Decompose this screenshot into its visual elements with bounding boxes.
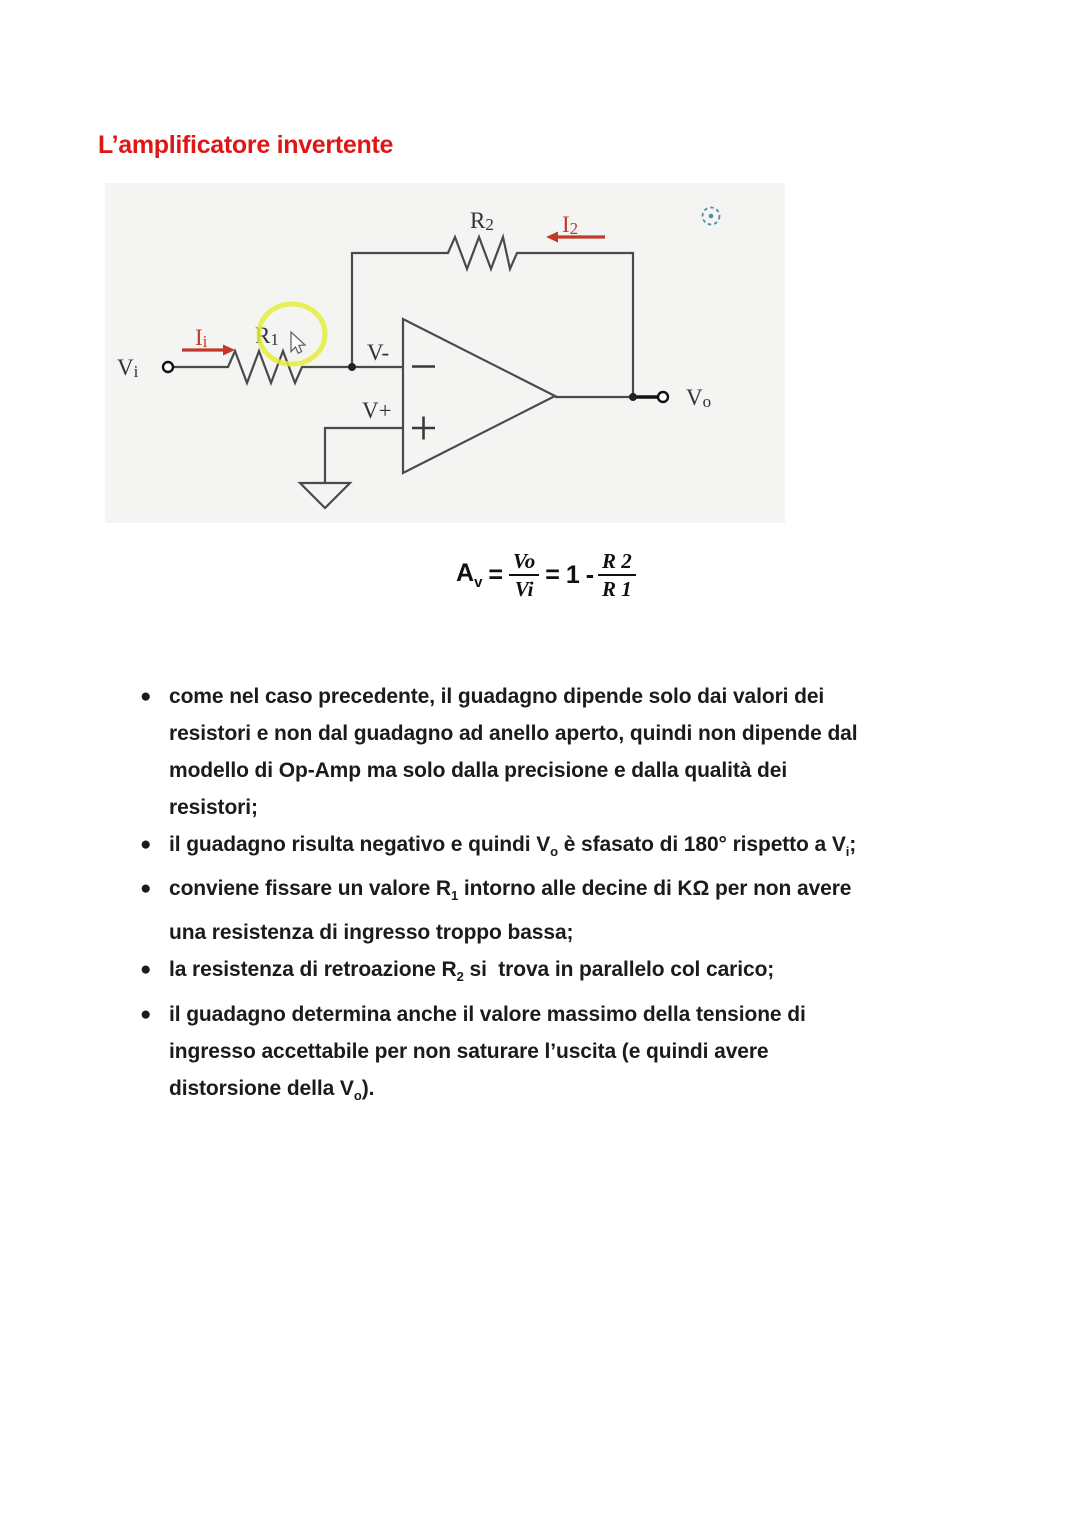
label-vi: Vi xyxy=(117,355,139,381)
bullet-text: il guadagno risulta negativo e quindi $V_o$ è sfasato di 180° rispetto a $V_i$; xyxy=(169,833,857,860)
equals-sign: = xyxy=(488,560,504,589)
label-v-plus: V+ xyxy=(362,398,392,423)
bullet-marker: ● xyxy=(140,1003,152,1025)
bullet-marker: ● xyxy=(140,959,152,981)
i2-arrowhead-icon xyxy=(546,232,558,243)
label-ii: Ii xyxy=(195,325,208,351)
bullet-text: conviene fissare un valore $R_1$ intorno alle decine di KΩ per non avere una resistenza di ingresso troppo bassa; xyxy=(169,877,852,945)
bullet-text: il guadagno determina anche il valore massimo della tensione di ingresso accettabile per non saturare l’uscita (e quindi avere distorsione della $V_o$). xyxy=(169,1002,806,1103)
label-v-minus: V- xyxy=(367,340,390,365)
bullet-item xyxy=(140,870,980,951)
circuit-figure xyxy=(105,183,785,523)
ground-symbol xyxy=(300,483,350,508)
bullet-item xyxy=(140,678,980,826)
gain-formula xyxy=(456,549,636,601)
bullet-marker: ● xyxy=(140,878,152,900)
bullet-item xyxy=(140,996,980,1114)
inverting-amplifier-schematic xyxy=(105,183,785,523)
page-heading: L’amplificatore invertente xyxy=(98,131,394,159)
bullet-text: come nel caso precedente, il guadagno dipende solo dai valori dei resistori e non dal guadagno ad anello aperto, quindi non dipende dal modello di Op-Amp ma solo dalla precisione e dalla qualità dei resistori; xyxy=(169,685,858,819)
dashed-circle-icon xyxy=(703,208,720,225)
feedback-wire-r2-resistor xyxy=(352,237,633,397)
gain-symbol: $A_v$ xyxy=(456,559,483,591)
label-r1: R1 xyxy=(255,323,279,349)
vo-terminal xyxy=(658,392,668,402)
label-i2: I2 xyxy=(562,212,579,238)
noninverting-input-wire xyxy=(325,428,403,483)
bullet-item xyxy=(140,826,980,870)
bullet-marker: ● xyxy=(140,834,152,855)
mouse-cursor-icon xyxy=(291,332,305,353)
opamp-triangle xyxy=(403,319,555,473)
bullet-item xyxy=(140,951,980,995)
equals-sign-2: = xyxy=(545,560,560,589)
vi-terminal xyxy=(163,362,173,372)
label-vo: Vo xyxy=(686,385,712,411)
plus-sign xyxy=(412,417,435,440)
bullet-text: la resistenza di retroazione $R_2$ si trova in parallelo col carico; xyxy=(169,958,775,985)
fraction-r2-r1: $\frac{R 2}{R 1}$ xyxy=(598,549,636,601)
bullet-marker: ● xyxy=(140,686,152,707)
constant-one: 1 xyxy=(565,560,580,589)
label-r2: R2 xyxy=(470,208,494,234)
fraction-vo-vi: $\frac{Vo}{Vi}$ xyxy=(509,549,539,601)
inverting-node-dot xyxy=(348,363,356,371)
bullet-list xyxy=(140,678,980,1114)
output-node-dot xyxy=(629,393,637,401)
minus-operator: - xyxy=(585,560,595,589)
